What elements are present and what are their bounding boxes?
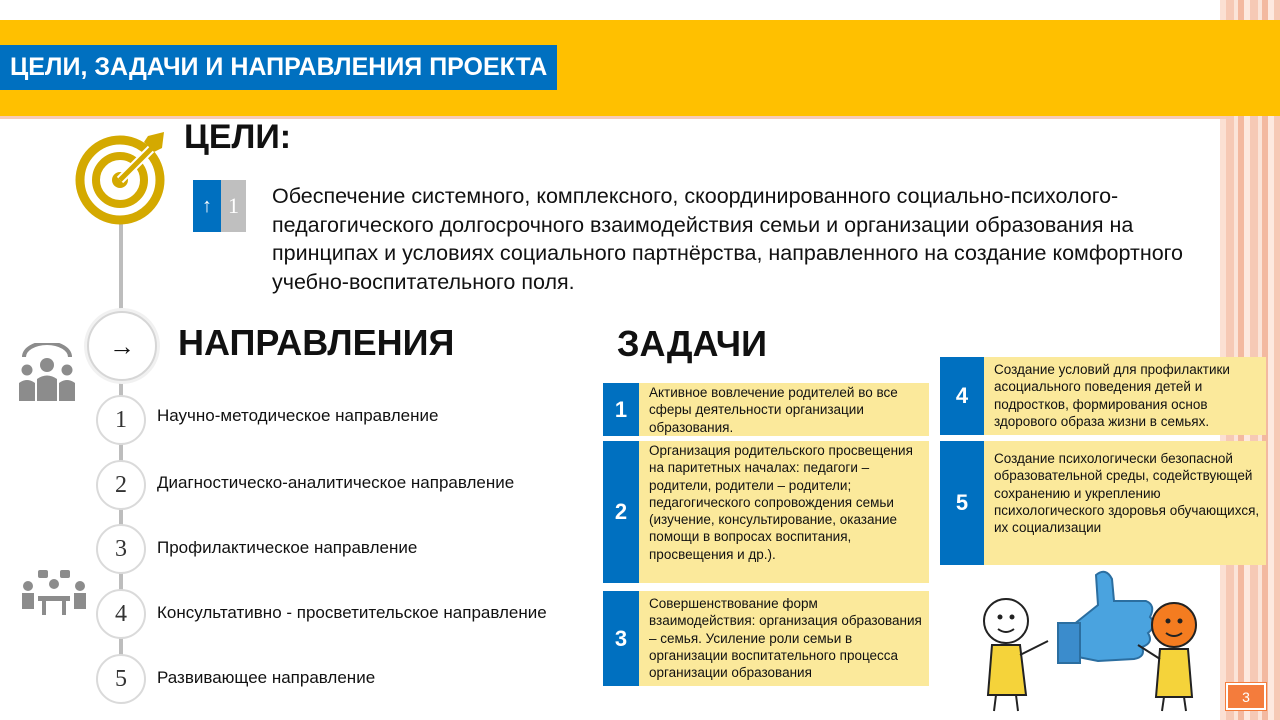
direction-number-3: 3 bbox=[96, 524, 146, 574]
direction-number-5: 5 bbox=[96, 654, 146, 704]
goals-heading: ЦЕЛИ: bbox=[184, 118, 292, 156]
direction-label-3: Профилактическое направление bbox=[157, 538, 418, 557]
task-number-5: 5 bbox=[940, 441, 984, 565]
task-card-4 bbox=[940, 357, 1266, 435]
task-card-2 bbox=[603, 441, 929, 583]
meeting-icon bbox=[20, 568, 88, 616]
direction-label-1: Научно-методическое направление bbox=[157, 406, 439, 425]
task-text-4: Создание условий для профилактики асоциального поведения детей и подростков, формирования основ здорового образа жизни в семьях. bbox=[994, 362, 1230, 429]
task-number-2: 2 bbox=[603, 441, 639, 583]
tasks-heading: ЗАДАЧИ bbox=[617, 323, 767, 364]
task-number-3: 3 bbox=[603, 591, 639, 686]
thumbs-up-doodle bbox=[978, 565, 1208, 713]
goal-text: Обеспечение системного, комплексного, скоординированного социально-психолого-педагогического долгосрочного взаимодействия семьи и организации образования на принципах и условиях социального партнёрства, направленного на создание комфортного учебно-воспитательного поля. bbox=[272, 184, 1183, 294]
direction-label-2: Диагностическо-аналитическое направление bbox=[157, 473, 515, 492]
arrow-up-icon: ↑ bbox=[193, 180, 221, 232]
arrow-right-icon: → bbox=[87, 311, 157, 381]
goal-number: 1 bbox=[221, 180, 246, 232]
task-text-3: Совершенствование форм взаимодействия: организация образования – семья. Усиление роли семьи в организации воспитательного процесса организации образования bbox=[649, 596, 922, 681]
direction-number-1: 1 bbox=[96, 395, 146, 445]
direction-label-5: Развивающее направление bbox=[157, 668, 376, 687]
task-text-1: Активное вовлечение родителей во все сферы деятельности организации образования. bbox=[649, 385, 898, 435]
task-text-2: Организация родительского просвещения на паритетных началах: педагоги – родители, родители – родители; педагогического сопровождения семьи (изучение, консультирование, оказание помощи в вопросах воспитания, просвещения и др.). bbox=[649, 443, 913, 562]
task-number-1: 1 bbox=[603, 383, 639, 436]
task-card-3 bbox=[603, 591, 929, 686]
direction-label-4: Консультативно - просветительское направление bbox=[157, 603, 547, 622]
top-strip bbox=[0, 0, 1220, 20]
direction-number-4: 4 bbox=[96, 589, 146, 639]
task-card-1 bbox=[603, 383, 929, 436]
task-number-4: 4 bbox=[940, 357, 984, 435]
task-text-5: Создание психологически безопасной образовательной среды, содействующей сохранению и укреплению психологического здоровья обучающихся, их социализации bbox=[994, 451, 1260, 536]
goal-badge bbox=[193, 180, 246, 232]
target-icon bbox=[74, 130, 170, 226]
direction-number-2: 2 bbox=[96, 460, 146, 510]
people-icon bbox=[16, 343, 78, 401]
timeline-line-top bbox=[119, 224, 123, 314]
page-number: 3 bbox=[1226, 683, 1266, 710]
slide-title: ЦЕЛИ, ЗАДАЧИ И НАПРАВЛЕНИЯ ПРОЕКТА bbox=[0, 45, 557, 90]
directions-heading: НАПРАВЛЕНИЯ bbox=[178, 322, 455, 363]
task-card-5 bbox=[940, 441, 1266, 565]
